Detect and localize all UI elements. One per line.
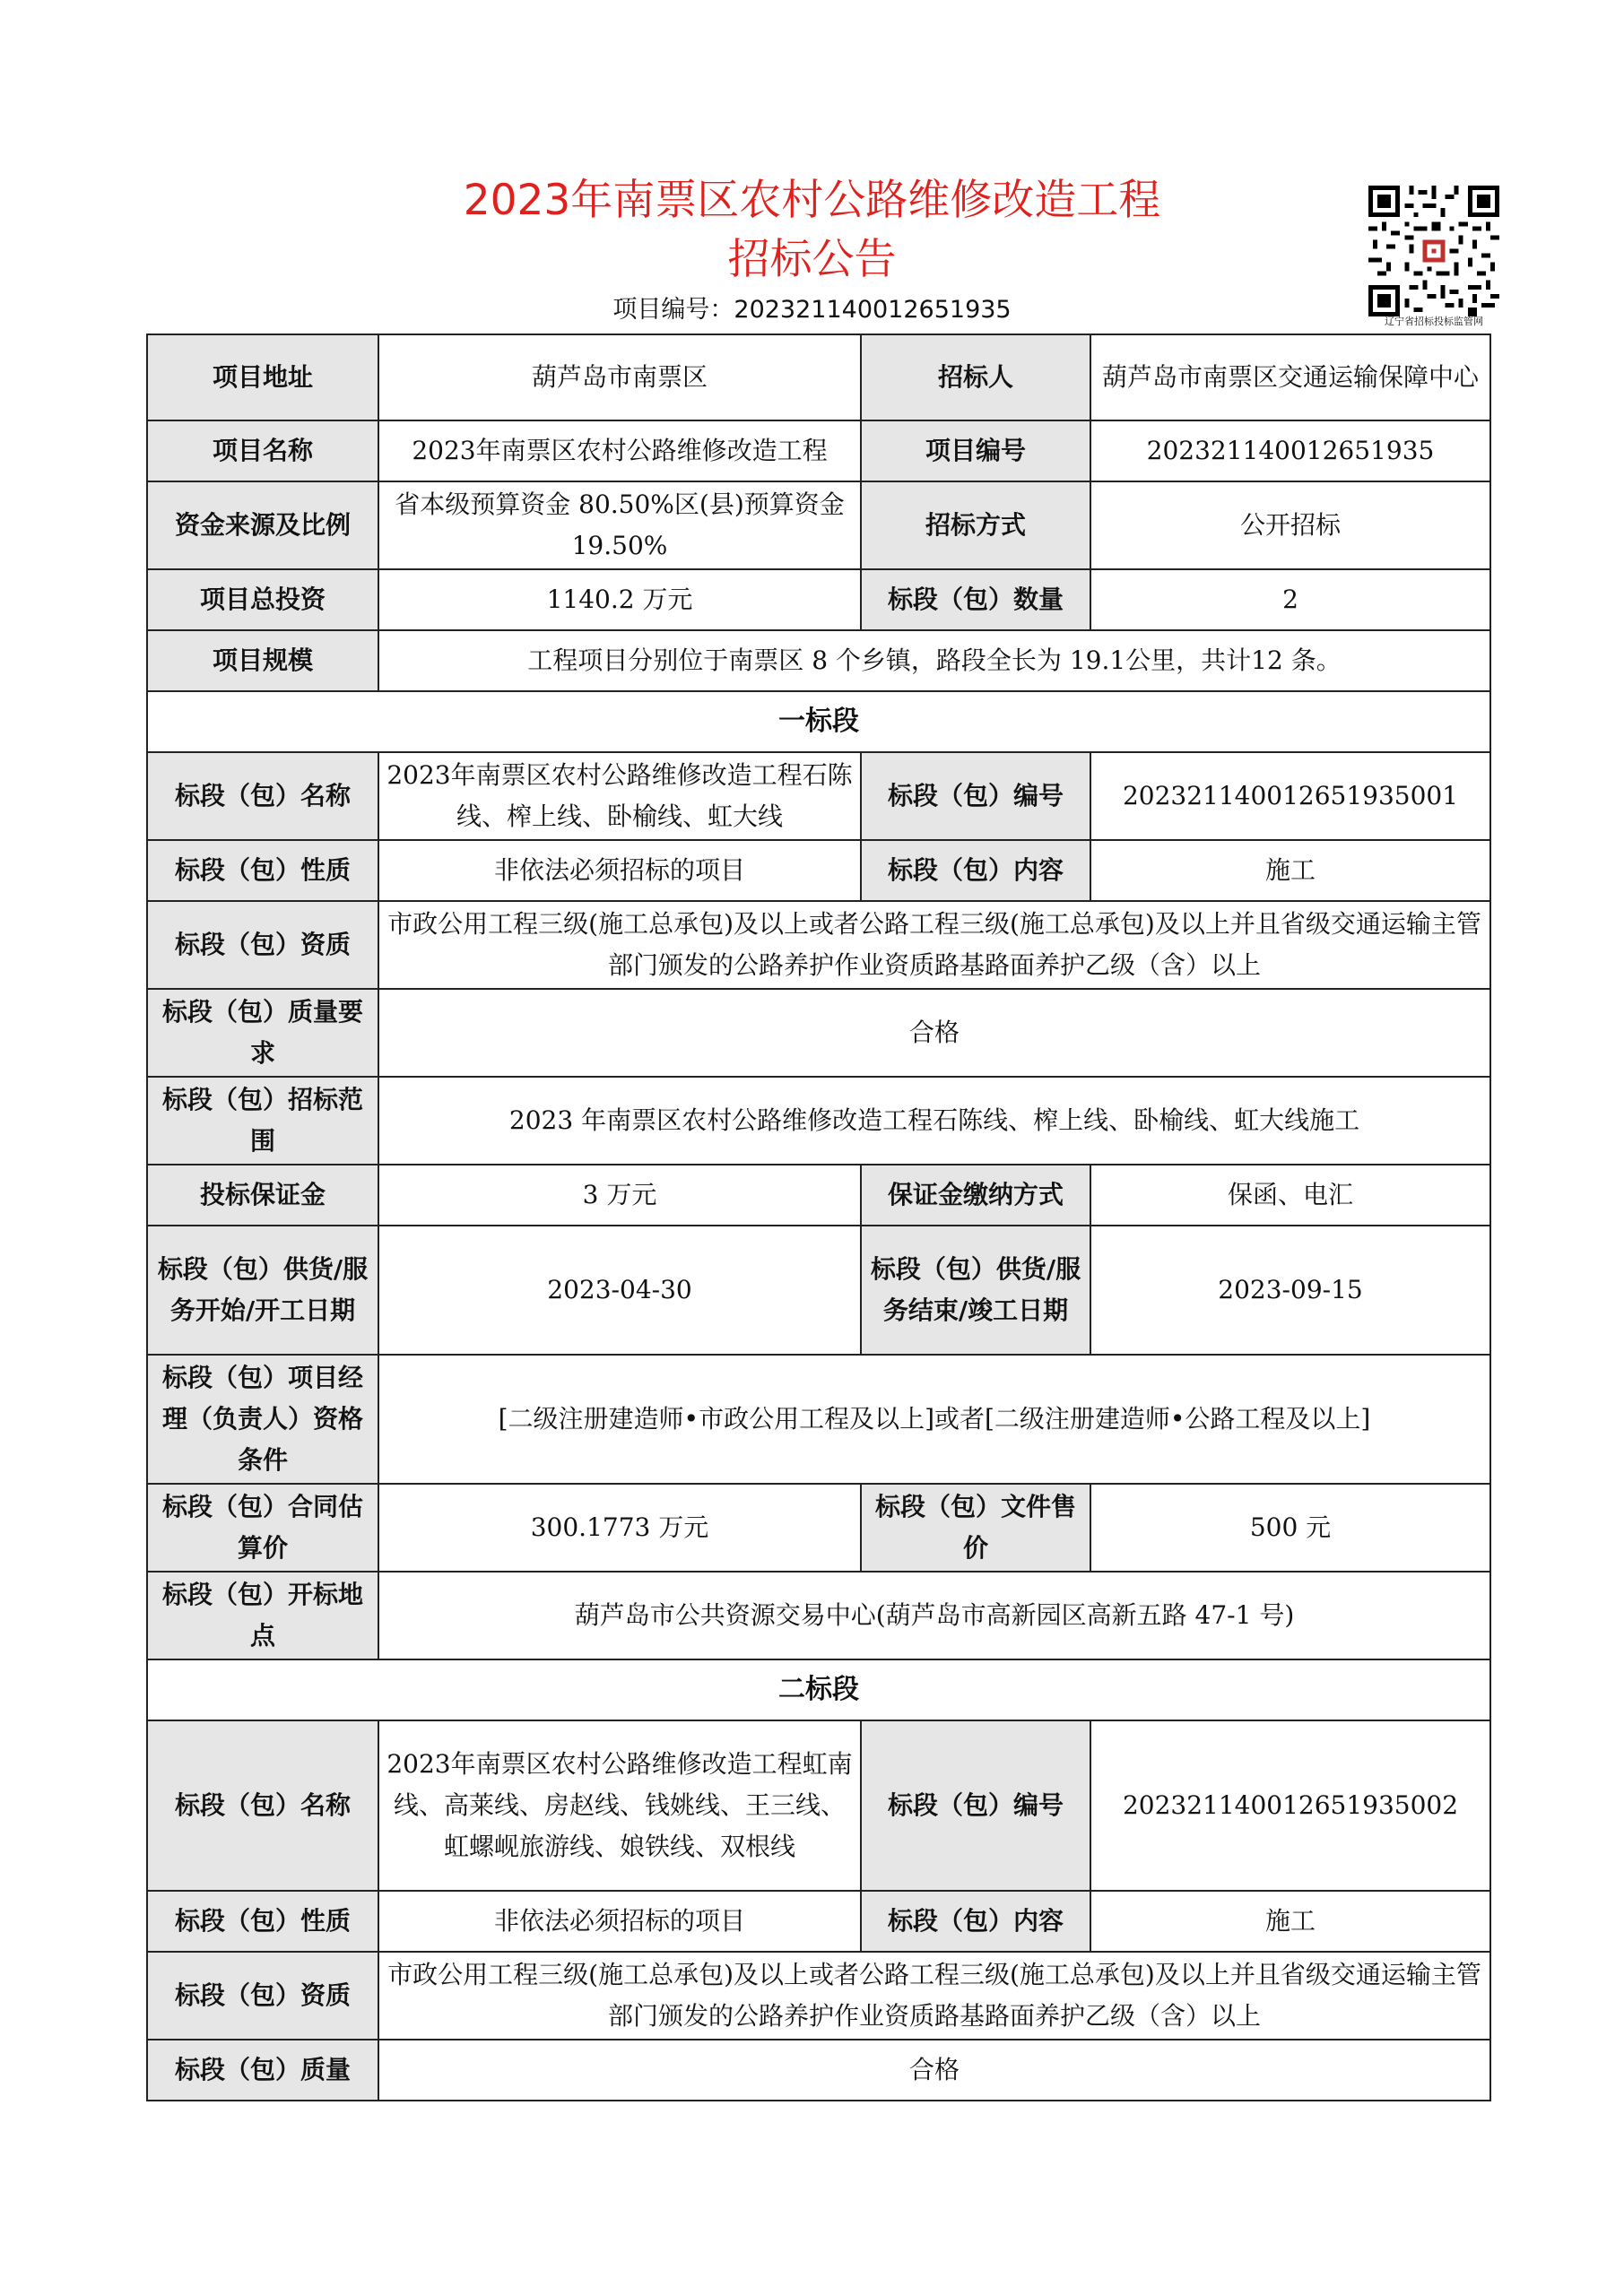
s2-name-value: 2023年南票区农村公路维修改造工程虹南线、高莱线、房赵线、钱姚线、王三线、虹螺岘旅游线、娘铁线、双根线 [378, 1720, 861, 1891]
total-investment-value: 1140.2 万元 [378, 569, 861, 630]
s1-doc-price-value: 500 元 [1090, 1484, 1490, 1572]
project-scale-label: 项目规模 [147, 630, 378, 691]
document-title: 2023年南票区农村公路维修改造工程 [463, 176, 1161, 225]
s1-nature-value: 非依法必须招标的项目 [378, 840, 861, 901]
s1-scope-label: 标段（包）招标范围 [147, 1077, 378, 1165]
section1-heading: 一标段 [147, 691, 1490, 752]
s1-manager-value: [二级注册建造师•市政公用工程及以上]或者[二级注册建造师•公路工程及以上] [378, 1355, 1490, 1484]
section2-heading: 二标段 [147, 1659, 1490, 1720]
project-no-label: 项目编号 [861, 420, 1090, 481]
s1-end-date-label: 标段（包）供货/服务结束/竣工日期 [861, 1226, 1090, 1355]
s2-content-value: 施工 [1090, 1891, 1490, 1952]
s1-estimate-label: 标段（包）合同估算价 [147, 1484, 378, 1572]
fund-source-label: 资金来源及比例 [147, 481, 378, 569]
s1-start-date-value: 2023-04-30 [378, 1226, 861, 1355]
s1-manager-label: 标段（包）项目经理（负责人）资格条件 [147, 1355, 378, 1484]
address-value: 葫芦岛市南票区 [378, 334, 861, 420]
s1-bond-payment-value: 保函、电汇 [1090, 1165, 1490, 1226]
s2-code-value: 202321140012651935002 [1090, 1720, 1490, 1891]
s2-quality-label: 标段（包）质量 [147, 2040, 378, 2101]
tender-method-value: 公开招标 [1090, 481, 1490, 569]
s1-bond-value: 3 万元 [378, 1165, 861, 1226]
s1-name-label: 标段（包）名称 [147, 752, 378, 840]
project-scale-value: 工程项目分别位于南票区 8 个乡镇，路段全长为 19.1公里，共计12 条。 [378, 630, 1490, 691]
address-label: 项目地址 [147, 334, 378, 420]
s1-content-label: 标段（包）内容 [861, 840, 1090, 901]
s1-content-value: 施工 [1090, 840, 1490, 901]
project-number-value: 202321140012651935 [734, 296, 1012, 324]
s1-bond-payment-label: 保证金缴纳方式 [861, 1165, 1090, 1226]
s2-nature-label: 标段（包）性质 [147, 1891, 378, 1952]
s1-estimate-value: 300.1773 万元 [378, 1484, 861, 1572]
s2-quality-value: 合格 [378, 2040, 1490, 2101]
fund-source-value: 省本级预算资金 80.50%区(县)预算资金 19.50% [378, 481, 861, 569]
s2-nature-value: 非依法必须招标的项目 [378, 1891, 861, 1952]
s1-quality-label: 标段（包）质量要求 [147, 989, 378, 1077]
s1-code-label: 标段（包）编号 [861, 752, 1090, 840]
s1-scope-value: 2023 年南票区农村公路维修改造工程石陈线、榨上线、卧榆线、虹大线施工 [378, 1077, 1490, 1165]
s2-content-label: 标段（包）内容 [861, 1891, 1090, 1952]
s1-qualification-label: 标段（包）资质 [147, 901, 378, 989]
s2-name-label: 标段（包）名称 [147, 1720, 378, 1891]
s1-qualification-value: 市政公用工程三级(施工总承包)及以上或者公路工程三级(施工总承包)及以上并且省级交通运输主管部门颁发的公路养护作业资质路基路面养护乙级（含）以上 [378, 901, 1490, 989]
s1-open-place-value: 葫芦岛市公共资源交易中心(葫芦岛市高新园区高新五路 47-1 号) [378, 1572, 1490, 1659]
qr-caption: 辽宁省招标投标监管网 [1385, 316, 1483, 327]
s1-bond-label: 投标保证金 [147, 1165, 378, 1226]
s1-end-date-value: 2023-09-15 [1090, 1226, 1490, 1355]
s2-qualification-value: 市政公用工程三级(施工总承包)及以上或者公路工程三级(施工总承包)及以上并且省级交通运输主管部门颁发的公路养护作业资质路基路面养护乙级（含）以上 [378, 1952, 1490, 2040]
tender-info-table [146, 334, 1491, 2101]
s1-nature-label: 标段（包）性质 [147, 840, 378, 901]
section-count-label: 标段（包）数量 [861, 569, 1090, 630]
qr-code-icon [1368, 186, 1499, 316]
s1-name-value: 2023年南票区农村公路维修改造工程石陈线、榨上线、卧榆线、虹大线 [378, 752, 861, 840]
s2-code-label: 标段（包）编号 [861, 1720, 1090, 1891]
s1-quality-value: 合格 [378, 989, 1490, 1077]
s1-open-place-label: 标段（包）开标地点 [147, 1572, 378, 1659]
s1-start-date-label: 标段（包）供货/服务开始/开工日期 [147, 1226, 378, 1355]
total-investment-label: 项目总投资 [147, 569, 378, 630]
tenderer-label: 招标人 [861, 334, 1090, 420]
s2-qualification-label: 标段（包）资质 [147, 1952, 378, 2040]
document-subtitle: 招标公告 [727, 235, 897, 284]
project-name-value: 2023年南票区农村公路维修改造工程 [378, 420, 861, 481]
project-no-value: 202321140012651935 [1090, 420, 1490, 481]
s1-code-value: 202321140012651935001 [1090, 752, 1490, 840]
s1-doc-price-label: 标段（包）文件售价 [861, 1484, 1090, 1572]
tenderer-value: 葫芦岛市南票区交通运输保障中心 [1090, 334, 1490, 420]
section-count-value: 2 [1090, 569, 1490, 630]
project-number-label: 项目编号： [612, 296, 734, 324]
tender-method-label: 招标方式 [861, 481, 1090, 569]
project-name-label: 项目名称 [147, 420, 378, 481]
